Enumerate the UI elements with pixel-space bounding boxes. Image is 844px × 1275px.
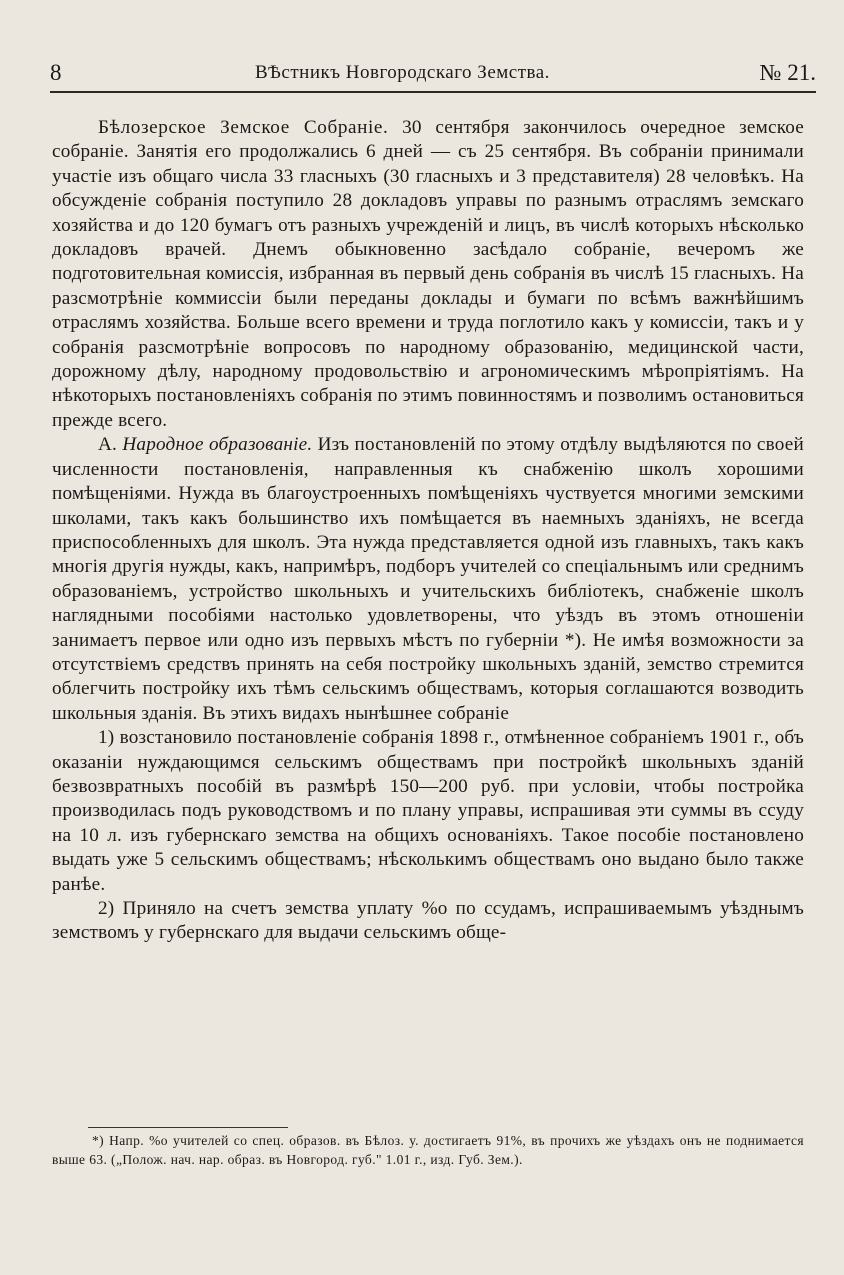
paragraph-education	[52, 433, 804, 726]
section-heading: Бѣлозерское Земское Собраніе.	[98, 117, 389, 138]
paragraph-text: 1) возстановило постановленіе собранія 1898 г., отмѣненное собраніемъ 1901 г., объ оказаніи нуждающимся сельскимъ обществамъ при постройкѣ школьныхъ зданій безвозвратныхъ пособій въ размѣрѣ 150—200 руб. при условіи, чтобы постройка производилась подъ руководствомъ и по плану управы, испрашивая эти суммы въ ссуду на 10 л. изъ губернскаго земства на общихъ основаніяхъ. Такое пособіе постановлено выдать уже 5 сельскимъ обществамъ; нѣсколькимъ обществамъ оно выдано было также ранѣе.	[52, 727, 804, 895]
paragraph-item-1	[52, 726, 804, 897]
page-header	[50, 58, 816, 88]
footnotes	[52, 1131, 804, 1169]
paragraph-text: Изъ постановленій по этому отдѣлу выдѣляются по своей численности постановленія, направленныя къ снабженію школъ хорошими помѣщеніями. Нужда въ благоустроенныхъ помѣщеніяхъ чуствуется многими земскими школами, такъ какъ большинство ихъ помѣщается въ наемныхъ зданіяхъ, не всегда приспособленныхъ для школъ. Эта нужда представляется одной изъ главныхъ, такъ какъ многія другія нужды, какъ, напримѣръ, подборъ учителей со спеціальнымъ или среднимъ образованіемъ, устройство школьныхъ и учительскихъ библіотекъ, снабженіе школъ наглядными пособіями настолько удовлетворены, что уѣздъ въ этомъ отношеніи занимаетъ первое или одно изъ первыхъ мѣстъ по губерніи *). Не имѣя возможности за отсутствіемъ средствъ принять на себя постройку школьныхъ зданій, земство стремится облегчить постройку ихъ тѣмъ сельскимъ обществамъ, которыя соглашаются возводить школьныя зданія. Въ этихъ видахъ нынѣшнее собраніе	[52, 434, 804, 724]
paragraph-text: 30 сентября закончилось очередное земское собраніе. Занятія его продолжались 6 дней — съ 25 сентября. Въ собраніи принимали участіе изъ общаго числа 33 гласныхъ (30 гласныхъ и 3 представителя) 28 человѣкъ. На обсужденіе собранія поступило 28 докладовъ управы по разнымъ отраслямъ земскаго хозяйства и до 120 бумагъ отъ разныхъ учрежденій и лицъ, въ числѣ которыхъ нѣсколько докладовъ врачей. Днемъ обыкновенно засѣдало собраніе, вечеромъ же подготовительная комиссія, избранная въ первый день собранія въ числѣ 15 гласныхъ. На разсмотрѣніе коммиссіи были переданы доклады и бумаги по всѣмъ важнѣйшимъ отраслямъ хозяйства. Больше всего времени и труда поглотило какъ у комиссіи, такъ и у собранія разсмотрѣніе вопросовъ по народному образованію, медицинской части, дорожному дѣлу, народному продовольствію и агрономическимъ мѣропріятіямъ. На нѣкоторыхъ постановленіяхъ собранія по этимъ повинностямъ и позволимъ остановиться прежде всего.	[52, 117, 805, 431]
paragraph-intro	[52, 116, 804, 433]
footnote-rule	[88, 1127, 288, 1128]
paragraph-item-2	[52, 897, 804, 946]
issue-number: № 21.	[759, 60, 816, 85]
journal-title: ВѢстникъ Новгородскаго Земства.	[255, 62, 550, 83]
page-number: 8	[50, 60, 62, 85]
article-body	[52, 116, 804, 946]
paragraph-text: 2) Приняло на счетъ земства уплату %o по ссудамъ, испрашиваемымъ уѣзднымъ земствомъ у губернскаго для выдачи сельскимъ обще-	[52, 898, 804, 944]
footnote: *) Напр. %o учителей со спец. образов. въ Бѣлоз. у. достигаетъ 91%, въ прочихъ же уѣздахъ онъ не поднимается выше 63. („Полож. нач. нар. образ. въ Новгород. губ." 1.01 г., изд. Губ. Зем.).	[52, 1133, 804, 1167]
header-rule	[50, 91, 816, 93]
section-subheading: Народное образованіе.	[122, 434, 313, 456]
section-label: А.	[98, 434, 118, 456]
